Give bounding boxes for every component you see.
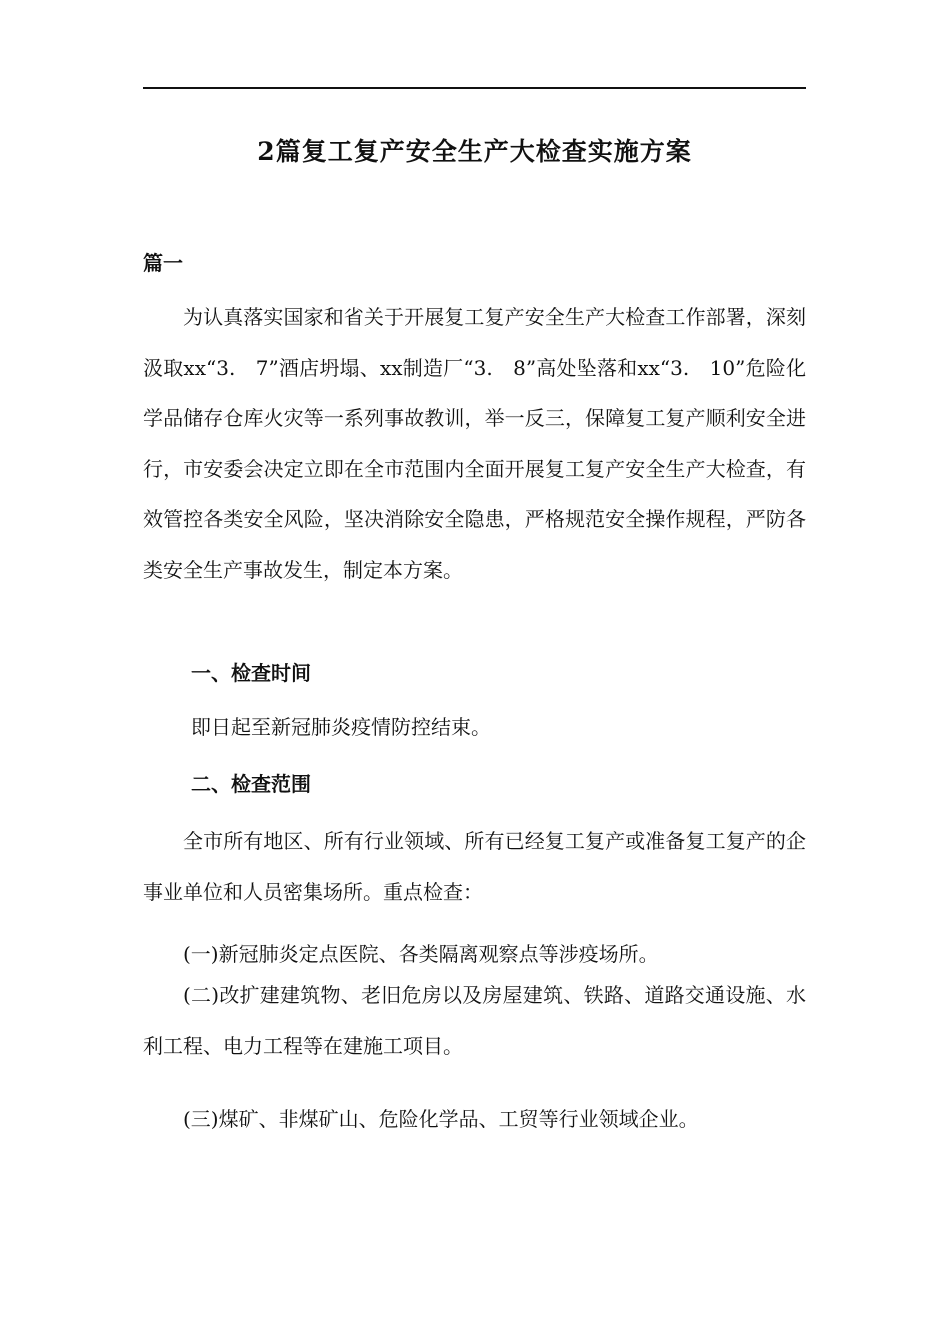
scope-item-3: (三)煤矿、非煤矿山、危险化学品、工贸等行业领域企业。 <box>183 1107 699 1131</box>
scope-item-1: (一)新冠肺炎定点医院、各类隔离观察点等涉疫场所。 <box>183 942 659 966</box>
section-label: 篇一 <box>143 251 183 275</box>
header-rule <box>143 87 806 89</box>
intro-paragraph: 为认真落实国家和省关于开展复工复产安全生产大检查工作部署，深刻汲取xx“3. 7”酒店坍塌、xx制造厂“3. 8”高处坠落和xx“3. 10”危险化学品储存仓库火灾等一系列事故教训，举一反三，保障复工复产顺利安全进行，市安委会决定立即在全市范围内全面开展复工复产安全生产大检查，有效管控各类安全风险，坚决消除安全隐患，严格规范安全操作规程，严防各类安全生产事故发生，制定本方案。 <box>143 305 806 582</box>
inspection-time-text: 即日起至新冠肺炎疫情防控结束。 <box>191 715 491 739</box>
scope-item-2: (二)改扩建建筑物、老旧危房以及房屋建筑、铁路、道路交通设施、水利工程、电力工程等在建施工项目。 <box>143 983 806 1058</box>
document-title: 2篇复工复产安全生产大检查实施方案 <box>257 137 692 166</box>
inspection-scope-paragraph: 全市所有地区、所有行业领域、所有已经复工复产或准备复工复产的企事业单位和人员密集场所。重点检查： <box>143 829 806 904</box>
heading-inspection-scope: 二、检查范围 <box>191 772 311 796</box>
heading-inspection-time: 一、检查时间 <box>191 661 311 685</box>
